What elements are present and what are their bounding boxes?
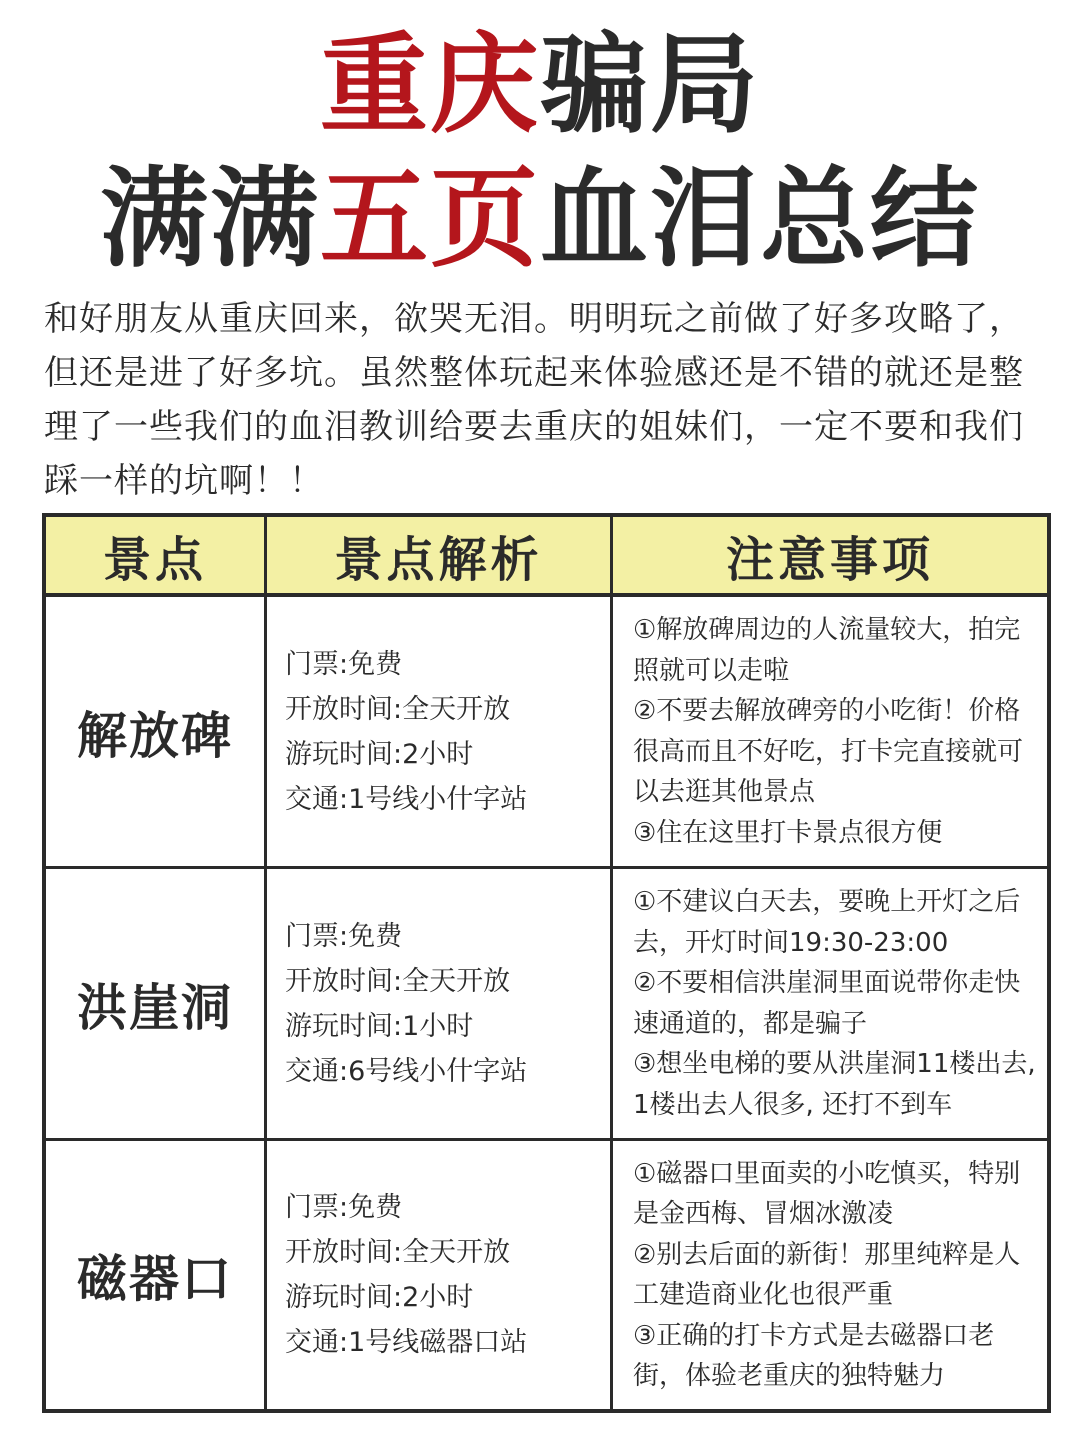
info-duration: 游玩时间:2小时: [285, 738, 474, 770]
spot-name-cell: [46, 869, 267, 1138]
note-item: ③正确的打卡方式是去磁器口老街，体验老重庆的独特魅力: [633, 1320, 995, 1391]
table-row: [46, 869, 1047, 1141]
spot-info-list: [285, 914, 527, 1094]
note-item: ②别去后面的新街！那里纯粹是人工建造商业化也很严重: [633, 1239, 1021, 1310]
header-spot: 景点: [102, 531, 207, 588]
spot-info-cell: [267, 597, 613, 866]
spot-info-cell: [267, 869, 613, 1138]
spot-info-list: [285, 1185, 527, 1365]
title-summary: 血泪总结: [540, 157, 981, 282]
spot-name: 洪崖洞: [77, 978, 233, 1037]
info-hours: 开放时间:全天开放: [285, 693, 511, 725]
info-ticket: 门票:免费: [285, 920, 403, 952]
title-highlight-five-pages: 五页: [319, 157, 540, 282]
header-cell-spot: [46, 517, 267, 593]
spot-name-cell: [46, 597, 267, 866]
spot-notes: [633, 882, 1039, 1125]
table-row: [46, 597, 1047, 869]
spot-name: 磁器口: [77, 1250, 233, 1308]
spot-name-cell: [46, 1141, 267, 1409]
spot-notes-cell: [613, 1141, 1047, 1409]
info-transport: 交通:1号线磁器口站: [285, 1327, 528, 1358]
spot-name: 解放碑: [77, 706, 233, 765]
header-cell-notes: [613, 517, 1047, 593]
spot-notes-cell: [613, 869, 1047, 1138]
info-ticket: 门票:免费: [285, 1192, 403, 1223]
info-ticket: 门票:免费: [285, 648, 403, 680]
title-line-2: [0, 157, 1080, 282]
header-analysis: 景点解析: [334, 531, 543, 588]
table-header-row: [46, 517, 1047, 597]
note-item: ①不建议白天去，要晚上开灯之后去，开灯时间19:30-23:00: [633, 887, 1021, 958]
note-item: ②不要去解放碑旁的小吃街！价格很高而且不好吃，打卡完直接就可以去逛其他景点: [633, 696, 1024, 807]
table-row: [46, 1141, 1047, 1409]
info-hours: 开放时间:全天开放: [285, 965, 511, 997]
attractions-table: [42, 513, 1051, 1413]
title-highlight-chongqing: 重庆: [319, 23, 540, 148]
info-duration: 游玩时间:2小时: [285, 1282, 474, 1313]
header-cell-analysis: [267, 517, 613, 593]
header-notes: 注意事项: [725, 531, 934, 588]
title-line-1: [0, 23, 1080, 148]
note-item: ③住在这里打卡景点很方便: [633, 817, 943, 848]
intro-paragraph: 和好朋友从重庆回来，欲哭无泪。明明玩之前做了好多攻略了，但还是进了好多坑。虽然整体玩起来体验感还是不错的就还是整理了一些我们的血泪教训给要去重庆的姐妹们，一定不要和我们踩一样的坑啊！！: [44, 299, 1024, 501]
spot-notes-cell: [613, 597, 1047, 866]
info-transport: 交通:1号线小什字站: [285, 783, 528, 815]
note-item: ①解放碑周边的人流量较大，拍完照就可以走啦: [633, 615, 1021, 686]
info-duration: 游玩时间:1小时: [285, 1010, 474, 1042]
title-full: 满满: [99, 157, 320, 282]
info-transport: 交通:6号线小什字站: [285, 1055, 528, 1087]
spot-notes: [633, 1154, 1039, 1397]
spot-notes: [633, 610, 1039, 853]
note-item: ①磁器口里面卖的小吃慎买，特别是金西梅、冒烟冰激凌: [633, 1158, 1021, 1229]
spot-info-list: [285, 642, 527, 822]
info-hours: 开放时间:全天开放: [285, 1237, 511, 1268]
title-scam: 骗局: [540, 23, 761, 148]
note-item: ②不要相信洪崖洞里面说带你走快速通道的，都是骗子: [633, 968, 1021, 1039]
note-item: ③想坐电梯的要从洪崖洞11楼出去, 1楼出去人很多, 还打不到车: [633, 1049, 1036, 1120]
spot-info-cell: [267, 1141, 613, 1409]
